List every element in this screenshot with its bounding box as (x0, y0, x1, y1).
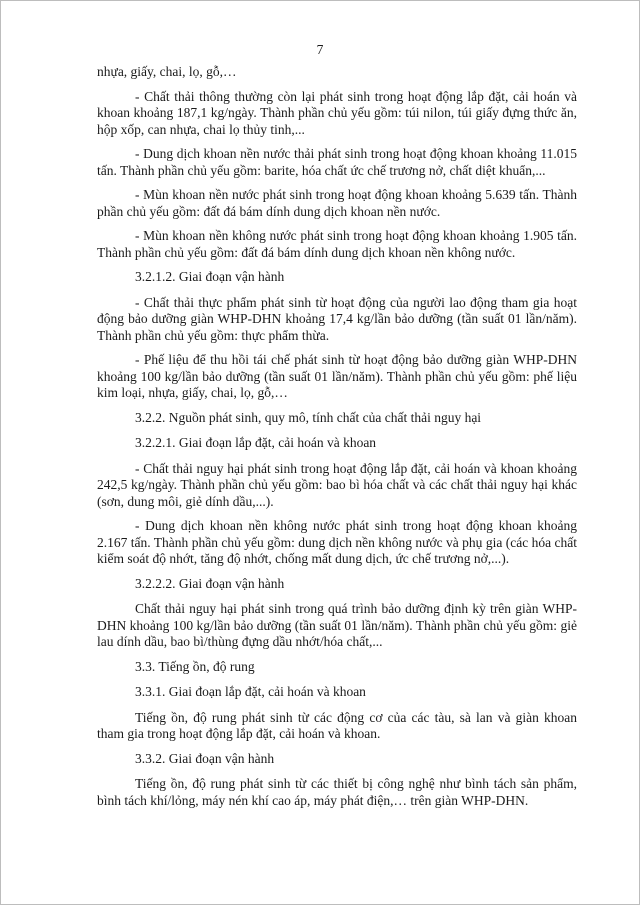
page-number: 7 (316, 42, 324, 57)
section-heading: 3.2.2. Nguồn phát sinh, quy mô, tính chất của chất thải nguy hại (135, 409, 482, 425)
section-heading: 3.2.2.1. Giai đoạn lắp đặt, cải hoán và khoan (135, 435, 377, 450)
paragraph: Tiếng ồn, độ rung phát sinh từ các động cơ của các tàu, sà lan và giàn khoan tham gia trong hoạt động lắp đặt, cải hoán và khoan. (97, 709, 577, 741)
section-heading: 3.3. Tiếng ồn, độ rung (135, 658, 255, 674)
section-heading: 3.2.1.2. Giai đoạn vận hành (135, 269, 285, 284)
section-heading: 3.2.2.2. Giai đoạn vận hành (135, 575, 285, 591)
paragraph: - Dung dịch khoan nền không nước phát sinh trong hoạt động khoan khoảng 2.167 tấn. Thành phần chủ yếu gồm: dung dịch nền không nước và phụ gia (các hóa chất kiểm soát độ nhớt, tăng độ nhớt, chống mất dung dịch, ức chế trương nở,...). (97, 518, 577, 566)
paragraph: - Mùn khoan nền nước phát sinh trong hoạt động khoan khoảng 5.639 tấn. Thành phần chủ yếu gồm: đất đá bám dính dung dịch khoan nền nước. (97, 187, 577, 219)
paragraph: - Mùn khoan nền không nước phát sinh trong hoạt động khoan khoảng 1.905 tấn. Thành phần chủ yếu gồm: đất đá bám dính dung dịch khoan nền không nước. (97, 228, 577, 260)
paragraph: nhựa, giấy, chai, lọ, gỗ,… (97, 64, 237, 79)
paragraph: - Phế liệu để thu hồi tái chế phát sinh từ hoạt động bảo dưỡng giàn WHP-DHN khoảng 100 kg/lần bảo dưỡng (tần suất 01 lần/năm). Thành phần chủ yếu gồm: phế liệu kim loại, nhựa, giấy, chai, lọ, gỗ,… (97, 352, 577, 400)
paragraph: - Chất thải thông thường còn lại phát sinh trong hoạt động lắp đặt, cải hoán và khoan khoảng 187,1 kg/ngày. Thành phần chủ yếu gồm: túi nilon, túi giấy đựng thức ăn, hộp xốp, can nhựa, chai lọ thủy tinh,... (97, 88, 577, 137)
paragraph: - Dung dịch khoan nền nước thải phát sinh trong hoạt động khoan khoảng 11.015 tấn. Thành phần chủ yếu gồm: barite, hóa chất ức chế trương nở, chất diệt khuẩn,... (97, 146, 577, 178)
section-heading: 3.3.2. Giai đoạn vận hành (135, 750, 275, 766)
paragraph: - Chất thải nguy hại phát sinh trong hoạt động lắp đặt, cải hoán và khoan khoảng 242,5 kg/ngày. Thành phần chủ yếu gồm: bao bì hóa chất và các chất thải nguy hại khác (sơn, dung môi, giẻ dính dầu,...). (97, 460, 577, 509)
document-body (97, 64, 577, 817)
paragraph: - Chất thải thực phẩm phát sinh từ hoạt động của người lao động tham gia hoạt động bảo dưỡng giàn WHP-DHN khoảng 17,4 kg/lần bảo dưỡng (tần suất 01 lần/năm). Thành phần chủ yếu gồm: thực phẩm thừa. (97, 294, 577, 343)
section-heading: 3.3.1. Giai đoạn lắp đặt, cải hoán và khoan (135, 684, 366, 699)
paragraph: Chất thải nguy hại phát sinh trong quá trình bảo dưỡng định kỳ trên giàn WHP-DHN khoảng 100 kg/lần bảo dưỡng (tần suất 01 lần/năm). Thành phần chủ yếu gồm: giẻ lau dính dầu, bao bì/thùng đựng dầu nhớt/hóa chất,... (97, 601, 577, 649)
paragraph: Tiếng ồn, độ rung phát sinh từ các thiết bị công nghệ như bình tách sản phẩm, bình tách khí/lỏng, máy nén khí cao áp, máy phát điện,… trên giàn WHP-DHN. (97, 776, 577, 808)
